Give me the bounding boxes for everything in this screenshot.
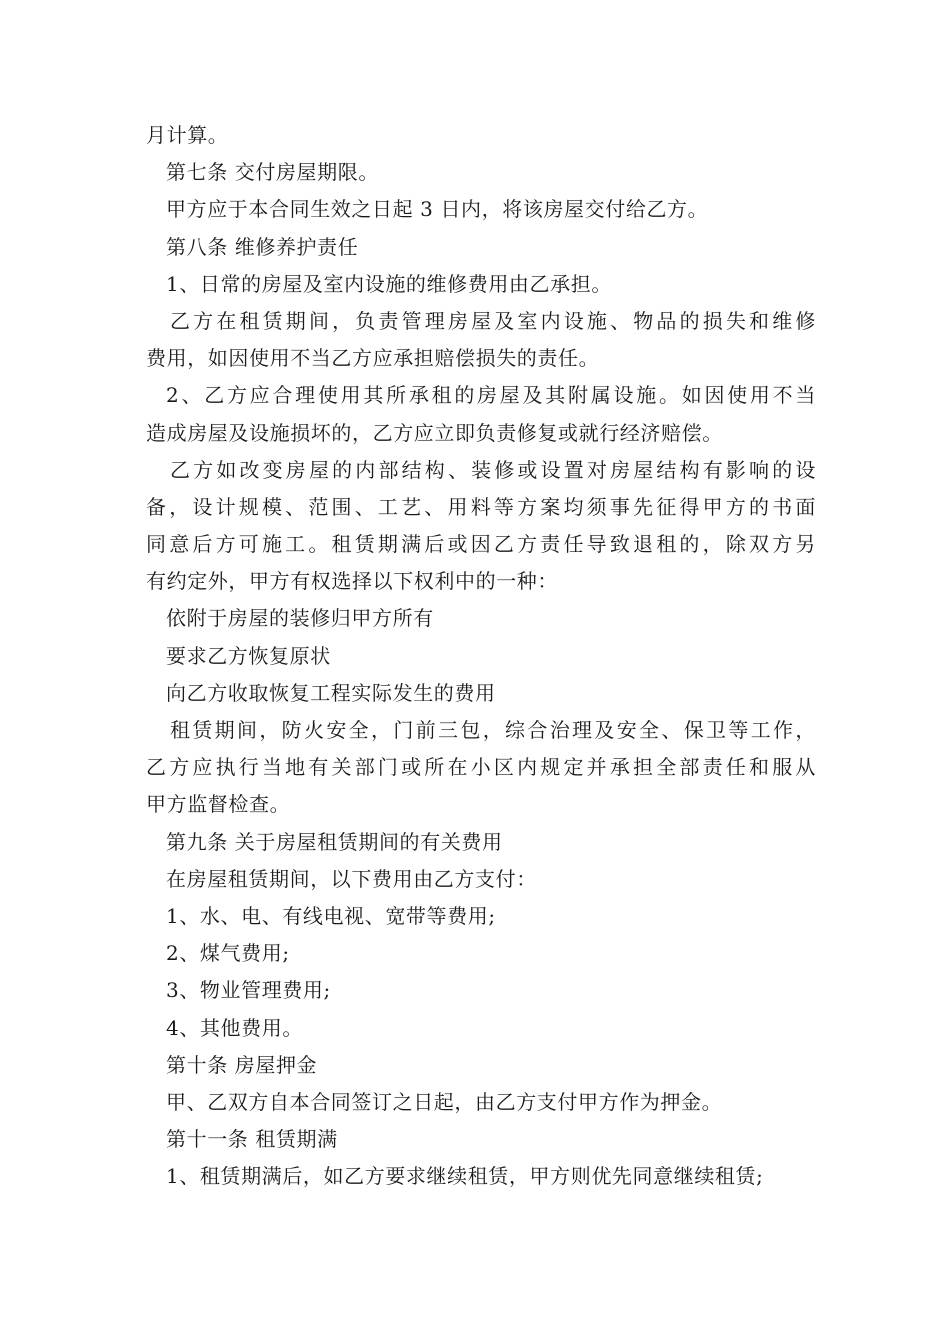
text-line: 乙方在租赁期间，负责管理房屋及室内设施、物品的损失和维修 — [170, 308, 816, 333]
list-item: 2、煤气费用; — [166, 941, 290, 966]
text-line: 备，设计规模、范围、工艺、用料等方案均须事先征得甲方的书面 — [146, 494, 816, 519]
list-item: 3、物业管理费用; — [166, 978, 331, 1003]
list-item: 1、水、电、有线电视、宽带等费用; — [166, 903, 496, 928]
list-item: 4、其他费用。 — [166, 1015, 303, 1040]
text-line: 乙方应执行当地有关部门或所在小区内规定并承担全部责任和服从 — [146, 755, 816, 780]
list-item: 2、乙方应合理使用其所承租的房屋及其附属设施。如因使用不当 — [166, 383, 816, 408]
text-line: 租赁期间，防火安全，门前三包，综合治理及安全、保卫等工作， — [170, 718, 816, 742]
list-item: 1、日常的房屋及室内设施的维修费用由乙承担。 — [166, 271, 612, 296]
article-heading: 第十一条 租赁期满 — [166, 1127, 338, 1152]
list-item: 向乙方收取恢复工程实际发生的费用 — [166, 680, 496, 705]
text-line: 甲方应于本合同生效之日起 3 日内，将该房屋交付给乙方。 — [166, 197, 709, 222]
article-heading: 第九条 关于房屋租赁期间的有关费用 — [166, 829, 503, 854]
article-heading: 第十条 房屋押金 — [166, 1052, 318, 1077]
document-body — [146, 117, 816, 1195]
text-line: 乙方如改变房屋的内部结构、装修或设置对房屋结构有影响的设 — [170, 457, 816, 482]
text-line: 造成房屋及设施损坏的，乙方应立即负责修复或就行经济赔偿。 — [146, 420, 723, 445]
text-line: 同意后方可施工。租赁期满后或因乙方责任导致退租的，除双方另 — [146, 532, 816, 557]
text-line: 月计算。 — [146, 123, 229, 147]
list-item: 要求乙方恢复原状 — [166, 643, 331, 668]
text-line: 甲、乙双方自本合同签订之日起，由乙方支付甲方作为押金。 — [166, 1089, 723, 1114]
text-line: 有约定外，甲方有权选择以下权利中的一种： — [146, 569, 558, 594]
list-item: 依附于房屋的装修归甲方所有 — [166, 606, 434, 631]
text-line: 在房屋租赁期间，以下费用由乙方支付： — [166, 866, 537, 891]
list-item: 1、租赁期满后，如乙方要求继续租赁，甲方则优先同意继续租赁; — [166, 1164, 764, 1189]
article-heading: 第七条 交付房屋期限。 — [166, 160, 379, 185]
text-line: 费用，如因使用不当乙方应承担赔偿损失的责任。 — [146, 346, 600, 371]
article-heading: 第八条 维修养护责任 — [166, 234, 359, 259]
text-line: 甲方监督检查。 — [146, 792, 291, 817]
